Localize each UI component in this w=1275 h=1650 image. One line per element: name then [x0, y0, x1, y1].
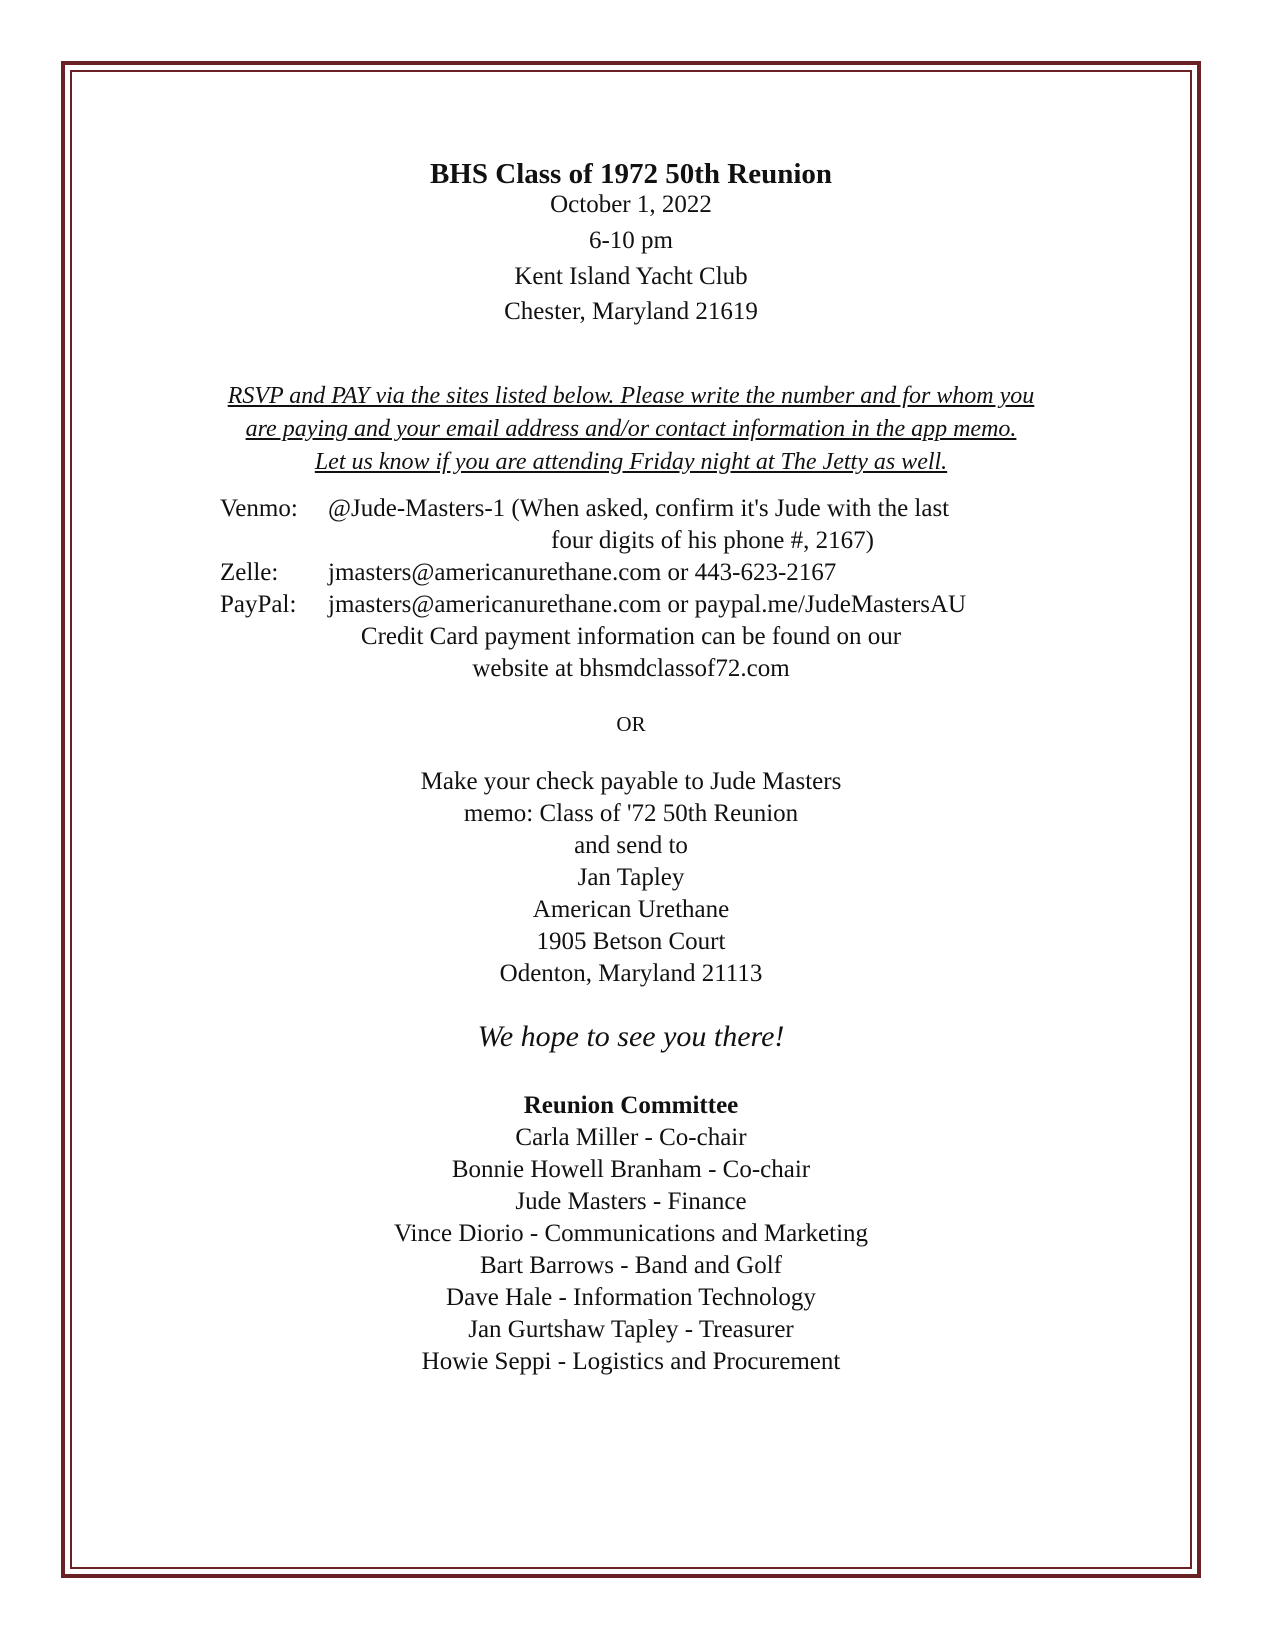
page-title: BHS Class of 1972 50th Reunion — [429, 158, 833, 190]
rsvp-instructions — [70, 380, 1192, 479]
rsvp-line-1: RSVP and PAY via the sites listed below. Please write the number and for whom you — [227, 383, 1035, 409]
rsvp-line-2: are paying and your email address and/or contact information in the app memo. — [245, 416, 1017, 442]
committee-member: Bonnie Howell Branham - Co-chair — [451, 1156, 811, 1183]
committee-member: Carla Miller - Co-chair — [515, 1124, 747, 1151]
committee-member: Jude Masters - Finance — [515, 1188, 747, 1215]
committee-member: Howie Seppi - Logistics and Procurement — [421, 1348, 841, 1375]
event-date: October 1, 2022 — [550, 191, 712, 218]
check-street: 1905 Betson Court — [536, 928, 726, 955]
paypal-value: jmasters@americanurethane.com or paypal.me/JudeMastersAU — [328, 591, 967, 618]
event-venue: Kent Island Yacht Club — [514, 263, 748, 290]
committee-member: Vince Diorio - Communications and Marketing — [393, 1220, 869, 1247]
venmo-continued: four digits of his phone #, 2167) — [551, 527, 874, 554]
venmo-value: @Jude-Masters-1 (When asked, confirm it's Jude with the last — [328, 495, 950, 522]
check-city: Odenton, Maryland 21113 — [499, 960, 763, 987]
check-company: American Urethane — [532, 896, 730, 923]
credit-card-line-1: Credit Card payment information can be found on our — [360, 623, 902, 650]
closing-message: We hope to see you there! — [477, 1020, 785, 1053]
check-line-3: and send to — [574, 832, 688, 859]
event-city: Chester, Maryland 21619 — [504, 298, 758, 325]
zelle-value: jmasters@americanurethane.com or 443-623-2167 — [328, 559, 837, 586]
check-recipient: Jan Tapley — [577, 864, 685, 891]
venmo-label: Venmo: — [220, 495, 298, 522]
check-line-2: memo: Class of '72 50th Reunion — [463, 800, 799, 827]
credit-card-line-2: website at bhsmdclassof72.com — [472, 655, 790, 682]
or-divider: OR — [616, 712, 646, 736]
check-line-1: Make your check payable to Jude Masters — [420, 768, 842, 795]
rsvp-line-3: Let us know if you are attending Friday night at The Jetty as well. — [314, 449, 948, 475]
committee-member: Bart Barrows - Band and Golf — [479, 1252, 782, 1279]
paypal-label: PayPal: — [220, 591, 297, 618]
zelle-label: Zelle: — [220, 559, 279, 586]
event-time: 6-10 pm — [588, 227, 674, 254]
committee-member: Jan Gurtshaw Tapley - Treasurer — [468, 1316, 794, 1343]
committee-member: Dave Hale - Information Technology — [446, 1284, 816, 1311]
committee-heading: Reunion Committee — [523, 1092, 739, 1119]
